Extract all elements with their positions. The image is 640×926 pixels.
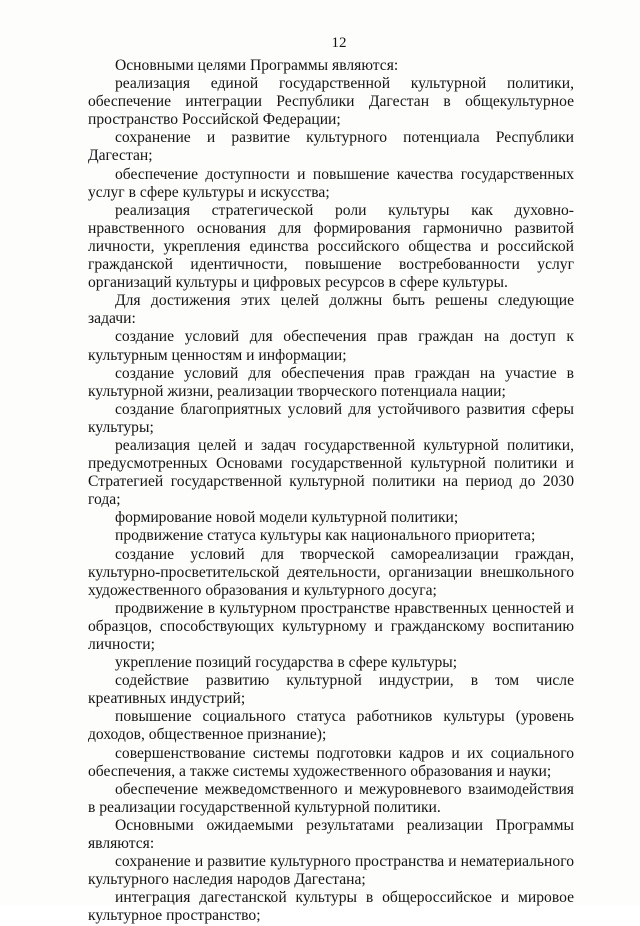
paragraph: создание условий для обеспечения прав граждан на участие в культурной жизни, реализации творческого потенциала нации; xyxy=(88,364,574,400)
paragraph: обеспечение межведомственного и межуровневого взаимодействия в реализации государственной культурной политики. xyxy=(88,780,574,816)
page-number: 12 xyxy=(331,35,347,51)
paragraph: укрепление позиций государства в сфере культуры; xyxy=(115,654,458,672)
paragraph: совершенствование системы подготовки кадров и их социального обеспечения, а также системы художественного образования и науки; xyxy=(88,744,574,780)
paragraph: обеспечение доступности и повышение качества государственных услуг в сфере культуры и искусства; xyxy=(88,165,574,201)
paragraph: реализация целей и задач государственной культурной политики, предусмотренных Основами государственной культурной политики и Стратегией государственной культурной политики на период до 2030 года; xyxy=(88,436,574,509)
paragraph: реализация единой государственной культурной политики, обеспечение интеграции Республики Дагестан в общекультурное пространство Российской Федерации; xyxy=(88,75,574,129)
paragraph: Для достижения этих целей должны быть решены следующие задачи: xyxy=(88,292,574,328)
document-body xyxy=(88,57,574,926)
paragraph: содействие развитию культурной индустрии, в том числе креативных индустрий; xyxy=(88,672,574,708)
paragraph: продвижение статуса культуры как национального приоритета; xyxy=(115,527,536,545)
paragraph: создание благоприятных условий для устойчивого развития сферы культуры; xyxy=(88,400,574,436)
paragraph: интеграция дагестанской культуры в общероссийское и мировое культурное пространство; xyxy=(88,889,574,925)
paragraph: сохранение и развитие культурного пространства и нематериального культурного наследия народов Дагестана; xyxy=(88,853,574,889)
paragraph: создание условий для обеспечения прав граждан на доступ к культурным ценностям и информации; xyxy=(88,328,574,364)
paragraph: реализация стратегической роли культуры как духовно-нравственного основания для формирования гармонично развитой личности, укрепления единства российского общества и российской гражданской идентичности, повышение востребованности услуг организаций культуры и цифровых ресурсов в сфере культуры. xyxy=(88,201,574,292)
paragraph: формирование новой модели культурной политики; xyxy=(115,509,459,527)
paragraph: продвижение в культурном пространстве нравственных ценностей и образцов, способствующих культурному и гражданскому воспитанию личности; xyxy=(88,599,574,653)
paragraph: создание условий для творческой самореализации граждан, культурно-просветительской деятельности, организации внешкольного художественного образования и культурного досуга; xyxy=(88,545,574,599)
paragraph: сохранение и развитие культурного потенциала Республики Дагестан; xyxy=(88,129,574,165)
paragraph: повышение социального статуса работников культуры (уровень доходов, общественное признание); xyxy=(88,708,574,744)
paragraph: Основными целями Программы являются: xyxy=(115,57,399,74)
paragraph: Основными ожидаемыми результатами реализации Программы являются: xyxy=(88,816,574,853)
